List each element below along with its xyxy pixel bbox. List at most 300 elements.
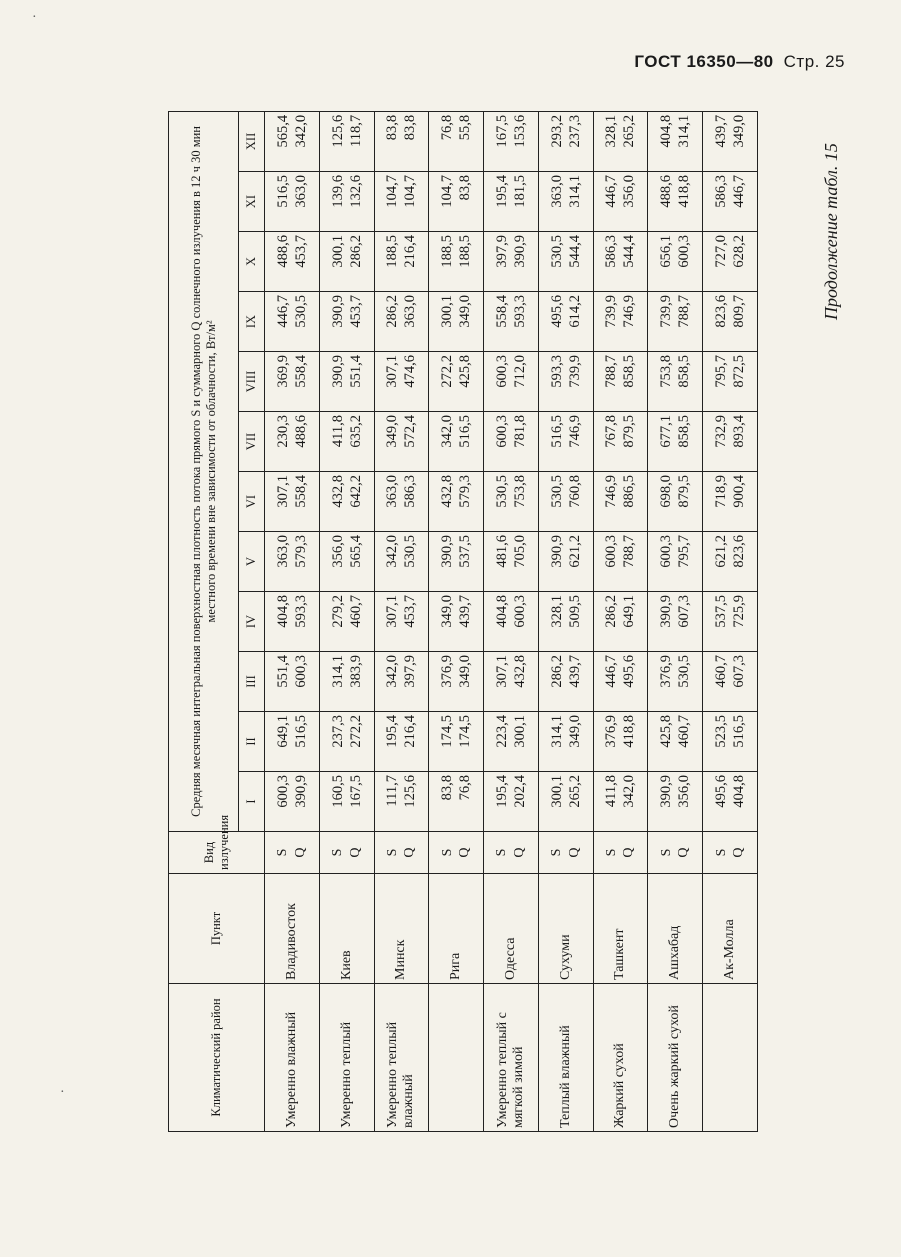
table-row <box>374 111 429 1131</box>
month-header: VIII <box>239 352 265 412</box>
value-cell <box>703 292 758 352</box>
value: 551,4 <box>347 355 364 388</box>
value-cell <box>265 292 320 352</box>
value: 746,9 <box>621 295 638 328</box>
value: 286,2 <box>347 235 364 268</box>
value-cell <box>265 532 320 592</box>
value: 446,7 <box>603 655 620 688</box>
value: 642,2 <box>347 475 364 508</box>
value: 314,1 <box>676 114 693 148</box>
value: 753,8 <box>511 475 528 508</box>
value-cell <box>703 592 758 652</box>
value: 446,7 <box>731 175 748 208</box>
value: 411,8 <box>329 415 346 448</box>
value: 125,6 <box>402 775 419 808</box>
value: 516,5 <box>548 415 565 448</box>
value: 753,8 <box>658 355 675 388</box>
region-cell: Умеренно теплый влажный <box>374 984 429 1132</box>
value-cell <box>319 172 374 232</box>
value: 600,3 <box>493 415 510 448</box>
value: 432,8 <box>511 655 528 688</box>
value-cell <box>429 652 484 712</box>
value: 439,7 <box>566 655 583 688</box>
value-cell <box>593 592 648 652</box>
value: 342,0 <box>621 775 638 808</box>
value: 76,8 <box>439 114 456 141</box>
region-cell: Умеренно влажный <box>265 984 320 1132</box>
value: 404,8 <box>274 595 291 628</box>
kind-cell <box>484 832 539 874</box>
value: 404,8 <box>493 595 510 628</box>
value: 104,7 <box>439 175 456 208</box>
value-cell <box>538 712 593 772</box>
value: 390,9 <box>548 535 565 568</box>
header-city: Пункт <box>169 874 265 984</box>
value-cell <box>593 472 648 532</box>
value-cell <box>265 652 320 712</box>
value: 551,4 <box>274 655 291 688</box>
kind-cell <box>648 832 703 874</box>
value-cell <box>648 652 703 712</box>
value: 265,2 <box>621 114 638 148</box>
value-cell <box>593 712 648 772</box>
value: 809,7 <box>731 295 748 328</box>
value-cell <box>703 111 758 171</box>
value-cell <box>319 352 374 412</box>
value: 195,4 <box>493 775 510 808</box>
value: 572,4 <box>402 415 419 448</box>
value: 349,0 <box>731 114 748 148</box>
value-cell <box>538 472 593 532</box>
value: 593,3 <box>548 355 565 388</box>
value: 453,7 <box>292 235 309 268</box>
table-row <box>593 111 648 1131</box>
value: 509,5 <box>566 595 583 628</box>
value-cell <box>538 652 593 712</box>
value: 363,0 <box>384 475 401 508</box>
value: 363,0 <box>402 295 419 328</box>
value: 369,9 <box>274 355 291 388</box>
month-header: X <box>239 232 265 292</box>
value: 286,2 <box>384 295 401 328</box>
value: 139,6 <box>329 175 346 208</box>
value-cell <box>374 172 429 232</box>
month-header: V <box>239 532 265 592</box>
table-row <box>538 111 593 1131</box>
kind-cell <box>319 832 374 874</box>
value: 237,3 <box>566 114 583 148</box>
value-cell <box>374 532 429 592</box>
value: 216,4 <box>402 235 419 268</box>
value-cell <box>429 712 484 772</box>
value: 55,8 <box>457 114 474 141</box>
value: 488,6 <box>658 175 675 208</box>
scan-mark: · <box>32 10 37 25</box>
kind-label: Q <box>457 847 473 858</box>
value: 621,2 <box>566 535 583 568</box>
value: 593,3 <box>292 595 309 628</box>
value-cell <box>374 352 429 412</box>
value: 174,5 <box>439 715 456 748</box>
value-cell <box>319 592 374 652</box>
value: 314,1 <box>548 715 565 748</box>
value: 83,8 <box>457 175 474 201</box>
value: 746,9 <box>566 415 583 448</box>
value: 272,2 <box>347 715 364 748</box>
value-cell <box>593 532 648 592</box>
region-cell: Теплый влажный <box>538 984 593 1132</box>
value-cell <box>703 472 758 532</box>
month-header: III <box>239 652 265 712</box>
value-cell <box>319 532 374 592</box>
value: 216,4 <box>402 715 419 748</box>
value: 516,5 <box>292 715 309 748</box>
month-header: XI <box>239 172 265 232</box>
value-cell <box>374 592 429 652</box>
value: 118,7 <box>347 114 364 147</box>
value: 390,9 <box>439 535 456 568</box>
table-row <box>429 111 484 1131</box>
value: 858,5 <box>676 415 693 448</box>
value: 495,6 <box>712 775 729 808</box>
value: 404,8 <box>658 114 675 148</box>
value: 607,3 <box>731 655 748 688</box>
value: 272,2 <box>439 355 456 388</box>
value-cell <box>374 292 429 352</box>
city-cell: Владивосток <box>265 874 320 984</box>
page-header <box>634 52 845 72</box>
value: 558,4 <box>292 475 309 508</box>
value: 879,5 <box>676 475 693 508</box>
value-cell <box>593 292 648 352</box>
value: 446,7 <box>274 295 291 328</box>
value: 727,0 <box>712 235 729 268</box>
value: 516,5 <box>731 715 748 748</box>
value-cell <box>429 772 484 832</box>
value: 600,3 <box>493 355 510 388</box>
value: 356,0 <box>676 775 693 808</box>
value: 823,6 <box>712 295 729 328</box>
value: 342,0 <box>384 535 401 568</box>
value-cell <box>703 712 758 772</box>
value: 446,7 <box>603 175 620 208</box>
value-cell <box>593 111 648 171</box>
value: 286,2 <box>603 595 620 628</box>
value-cell <box>648 472 703 532</box>
value: 600,3 <box>511 595 528 628</box>
city-cell: Киев <box>319 874 374 984</box>
value: 286,2 <box>548 655 565 688</box>
value: 586,3 <box>603 235 620 268</box>
value: 544,4 <box>566 235 583 268</box>
value: 656,1 <box>658 235 675 268</box>
city-cell: Минск <box>374 874 429 984</box>
value: 314,1 <box>566 175 583 208</box>
region-cell: Умеренно теплый с мягкой зимой <box>484 984 539 1132</box>
value-cell <box>484 412 539 472</box>
value-cell <box>703 172 758 232</box>
kind-label: Q <box>347 847 363 858</box>
value: 488,6 <box>274 235 291 268</box>
value: 781,8 <box>511 415 528 448</box>
value-cell <box>703 232 758 292</box>
value-cell <box>648 592 703 652</box>
kind-cell <box>538 832 593 874</box>
month-header: IV <box>239 592 265 652</box>
value: 390,9 <box>658 775 675 808</box>
value: 746,9 <box>603 475 620 508</box>
value-cell <box>374 772 429 832</box>
value-cell <box>484 532 539 592</box>
value-cell <box>593 172 648 232</box>
value: 356,0 <box>329 535 346 568</box>
city-cell: Одесса <box>484 874 539 984</box>
value: 174,5 <box>457 715 474 748</box>
value: 795,7 <box>712 355 729 388</box>
value: 872,5 <box>731 355 748 388</box>
value-cell <box>319 412 374 472</box>
value-cell <box>648 352 703 412</box>
value: 349,0 <box>439 595 456 628</box>
value: 390,9 <box>511 235 528 268</box>
value: 125,6 <box>329 114 346 148</box>
value-cell <box>703 412 758 472</box>
value: 397,9 <box>402 655 419 688</box>
value-cell <box>703 532 758 592</box>
value: 698,0 <box>658 475 675 508</box>
value: 607,3 <box>676 595 693 628</box>
value-cell <box>484 292 539 352</box>
value-cell <box>648 712 703 772</box>
value-cell <box>484 772 539 832</box>
city-cell: Ашхабад <box>648 874 703 984</box>
table-wrapper <box>168 112 758 1132</box>
value: 188,5 <box>384 235 401 268</box>
value: 732,9 <box>712 415 729 448</box>
value-cell <box>538 412 593 472</box>
month-header: VII <box>239 412 265 472</box>
value: 349,0 <box>457 655 474 688</box>
kind-cell <box>265 832 320 874</box>
city-cell: Рига <box>429 874 484 984</box>
kind-label: S <box>549 848 565 857</box>
value: 279,2 <box>329 595 346 628</box>
value: 390,9 <box>292 775 309 808</box>
value-cell <box>319 472 374 532</box>
value: 900,4 <box>731 475 748 508</box>
value: 600,3 <box>292 655 309 688</box>
value-cell <box>538 232 593 292</box>
value: 460,7 <box>712 655 729 688</box>
value: 788,7 <box>603 355 620 388</box>
value-cell <box>538 172 593 232</box>
value: 453,7 <box>402 595 419 628</box>
value-cell <box>319 111 374 171</box>
value: 523,5 <box>712 715 729 748</box>
value-cell <box>374 472 429 532</box>
value: 195,4 <box>384 715 401 748</box>
value-cell <box>484 172 539 232</box>
value-cell <box>374 232 429 292</box>
value: 376,9 <box>658 655 675 688</box>
value: 530,5 <box>292 295 309 328</box>
value: 600,3 <box>676 235 693 268</box>
value-cell <box>593 232 648 292</box>
header-kind: Вид излучения <box>169 832 265 874</box>
value-cell <box>648 292 703 352</box>
value: 530,5 <box>548 475 565 508</box>
value-cell <box>538 532 593 592</box>
value: 858,5 <box>621 355 638 388</box>
value: 376,9 <box>603 715 620 748</box>
value-cell <box>429 232 484 292</box>
value: 188,5 <box>439 235 456 268</box>
value: 349,0 <box>457 295 474 328</box>
value: 153,6 <box>511 114 528 148</box>
value: 265,2 <box>566 775 583 808</box>
value: 439,7 <box>712 114 729 148</box>
value: 474,6 <box>402 355 419 388</box>
value: 425,8 <box>457 355 474 388</box>
value: 307,1 <box>384 595 401 628</box>
value: 223,4 <box>493 715 510 748</box>
city-cell: Ташкент <box>593 874 648 984</box>
value-cell <box>265 172 320 232</box>
value: 83,8 <box>439 775 456 801</box>
table-row <box>648 111 703 1131</box>
kind-label: Q <box>511 847 527 858</box>
value-cell <box>593 652 648 712</box>
header-group: Средняя месячная интегральная поверхностная плотность потока прямого S и суммарного Q солнечного излучения в 12 ч 30 мин местного времени вне зависимости от облачности, Вт/м² <box>169 111 239 831</box>
value: 530,5 <box>676 655 693 688</box>
value: 628,2 <box>731 235 748 268</box>
value-cell <box>538 111 593 171</box>
value-cell <box>703 652 758 712</box>
page-number: Стр. 25 <box>783 52 845 71</box>
table-row <box>703 111 758 1131</box>
city-cell: Ак-Молла <box>703 874 758 984</box>
kind-label: Q <box>621 847 637 858</box>
value: 460,7 <box>347 595 364 628</box>
month-header: IX <box>239 292 265 352</box>
value: 705,0 <box>511 535 528 568</box>
value: 558,4 <box>493 295 510 328</box>
value: 858,5 <box>676 355 693 388</box>
month-header: XII <box>239 111 265 171</box>
value: 349,0 <box>384 415 401 448</box>
region-cell <box>703 984 758 1132</box>
value: 181,5 <box>511 175 528 208</box>
value: 300,1 <box>511 715 528 748</box>
region-cell <box>429 984 484 1132</box>
value: 307,1 <box>384 355 401 388</box>
value-cell <box>374 652 429 712</box>
value: 342,0 <box>439 415 456 448</box>
kind-label: Q <box>676 847 692 858</box>
value: 76,8 <box>457 775 474 801</box>
value: 579,3 <box>457 475 474 508</box>
value: 363,0 <box>292 175 309 208</box>
value: 579,3 <box>292 535 309 568</box>
value: 537,5 <box>457 535 474 568</box>
value-cell <box>265 712 320 772</box>
value-cell <box>319 232 374 292</box>
value-cell <box>265 352 320 412</box>
value: 788,7 <box>621 535 638 568</box>
value-cell <box>593 412 648 472</box>
value-cell <box>374 712 429 772</box>
value-cell <box>429 292 484 352</box>
kind-cell <box>374 832 429 874</box>
value-cell <box>593 772 648 832</box>
value-cell <box>484 472 539 532</box>
value: 739,9 <box>603 295 620 328</box>
month-header: II <box>239 712 265 772</box>
value-cell <box>319 712 374 772</box>
value: 530,5 <box>548 235 565 268</box>
table-caption-text: Продолжение табл. 15 <box>821 143 841 320</box>
kind-label: S <box>384 848 400 857</box>
value: 356,0 <box>621 175 638 208</box>
table-row <box>265 111 320 1131</box>
value: 788,7 <box>676 295 693 328</box>
value: 558,4 <box>292 355 309 388</box>
value-cell <box>265 412 320 472</box>
kind-cell <box>593 832 648 874</box>
scan-mark: · <box>60 1085 65 1100</box>
city-cell: Сухуми <box>538 874 593 984</box>
region-cell: Умеренно теплый <box>319 984 374 1132</box>
value: 300,1 <box>329 235 346 268</box>
value: 530,5 <box>402 535 419 568</box>
value: 418,8 <box>676 175 693 208</box>
value-cell <box>374 412 429 472</box>
value: 167,5 <box>493 114 510 148</box>
rotated-table-container <box>168 112 758 1132</box>
value: 565,4 <box>347 535 364 568</box>
value: 649,1 <box>621 595 638 628</box>
kind-label: S <box>713 848 729 857</box>
value-cell <box>484 352 539 412</box>
value-cell <box>429 592 484 652</box>
value-cell <box>319 292 374 352</box>
value: 104,7 <box>402 175 419 208</box>
value: 767,8 <box>603 415 620 448</box>
value: 397,9 <box>493 235 510 268</box>
value-cell <box>648 532 703 592</box>
value: 739,9 <box>658 295 675 328</box>
value: 516,5 <box>457 415 474 448</box>
value: 677,1 <box>658 415 675 448</box>
value: 488,6 <box>292 415 309 448</box>
value: 300,1 <box>439 295 456 328</box>
value-cell <box>319 772 374 832</box>
value: 460,7 <box>676 715 693 748</box>
value: 132,6 <box>347 175 364 208</box>
value: 314,1 <box>329 655 346 688</box>
value: 425,8 <box>658 715 675 748</box>
table-caption <box>821 80 861 320</box>
kind-label: S <box>330 848 346 857</box>
value-cell <box>703 772 758 832</box>
month-header: VI <box>239 472 265 532</box>
value: 293,2 <box>548 114 565 148</box>
value: 879,5 <box>621 415 638 448</box>
value: 383,9 <box>347 655 364 688</box>
standard-number: ГОСТ 16350—80 <box>634 52 774 71</box>
value: 300,1 <box>548 775 565 808</box>
value-cell <box>484 652 539 712</box>
